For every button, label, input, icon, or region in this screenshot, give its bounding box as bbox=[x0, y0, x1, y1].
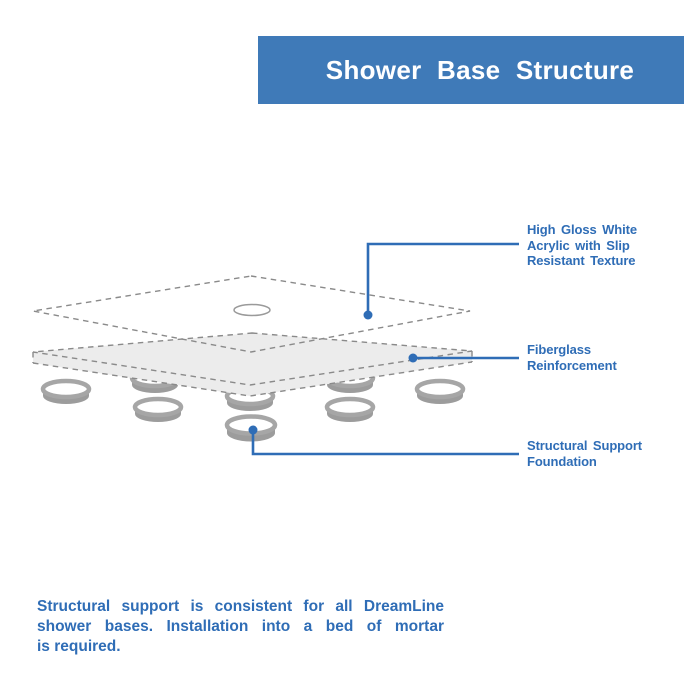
footnote-line: Structural support is consistent for all DreamLine bbox=[37, 598, 444, 615]
callout-dot-foundation bbox=[249, 426, 258, 435]
support-ring bbox=[43, 381, 89, 404]
callout-line-foundation bbox=[253, 430, 519, 454]
footnote-line: is required. bbox=[37, 638, 121, 655]
support-ring bbox=[417, 381, 463, 404]
fiberglass-layer bbox=[33, 333, 472, 396]
support-ring bbox=[135, 399, 181, 422]
callout-label-line: Foundation bbox=[527, 453, 597, 469]
footnote bbox=[37, 597, 444, 657]
page-title: Shower Base Structure bbox=[325, 54, 635, 85]
callout-label-line: Acrylic with Slip bbox=[527, 237, 630, 253]
footnote-line: shower bases. Installation into a bed of mortar bbox=[37, 618, 444, 635]
drain-opening bbox=[234, 305, 270, 316]
callout-label-foundation bbox=[527, 438, 642, 469]
callout-label-line: Structural Support bbox=[527, 438, 643, 453]
callout-label-acrylic bbox=[527, 222, 637, 269]
callout-label-line: Reinforcement bbox=[527, 357, 617, 373]
callout-label-line: Fiberglass bbox=[527, 342, 592, 357]
support-ring bbox=[327, 399, 373, 422]
callout-label-fiberglass bbox=[527, 342, 617, 373]
callout-line-acrylic bbox=[368, 244, 519, 315]
callout-dot-fiberglass bbox=[409, 354, 418, 363]
callout-label-line: Resistant Texture bbox=[527, 253, 636, 268]
callout-label-line: High Gloss White bbox=[527, 222, 638, 237]
callout-dot-acrylic bbox=[364, 311, 373, 320]
